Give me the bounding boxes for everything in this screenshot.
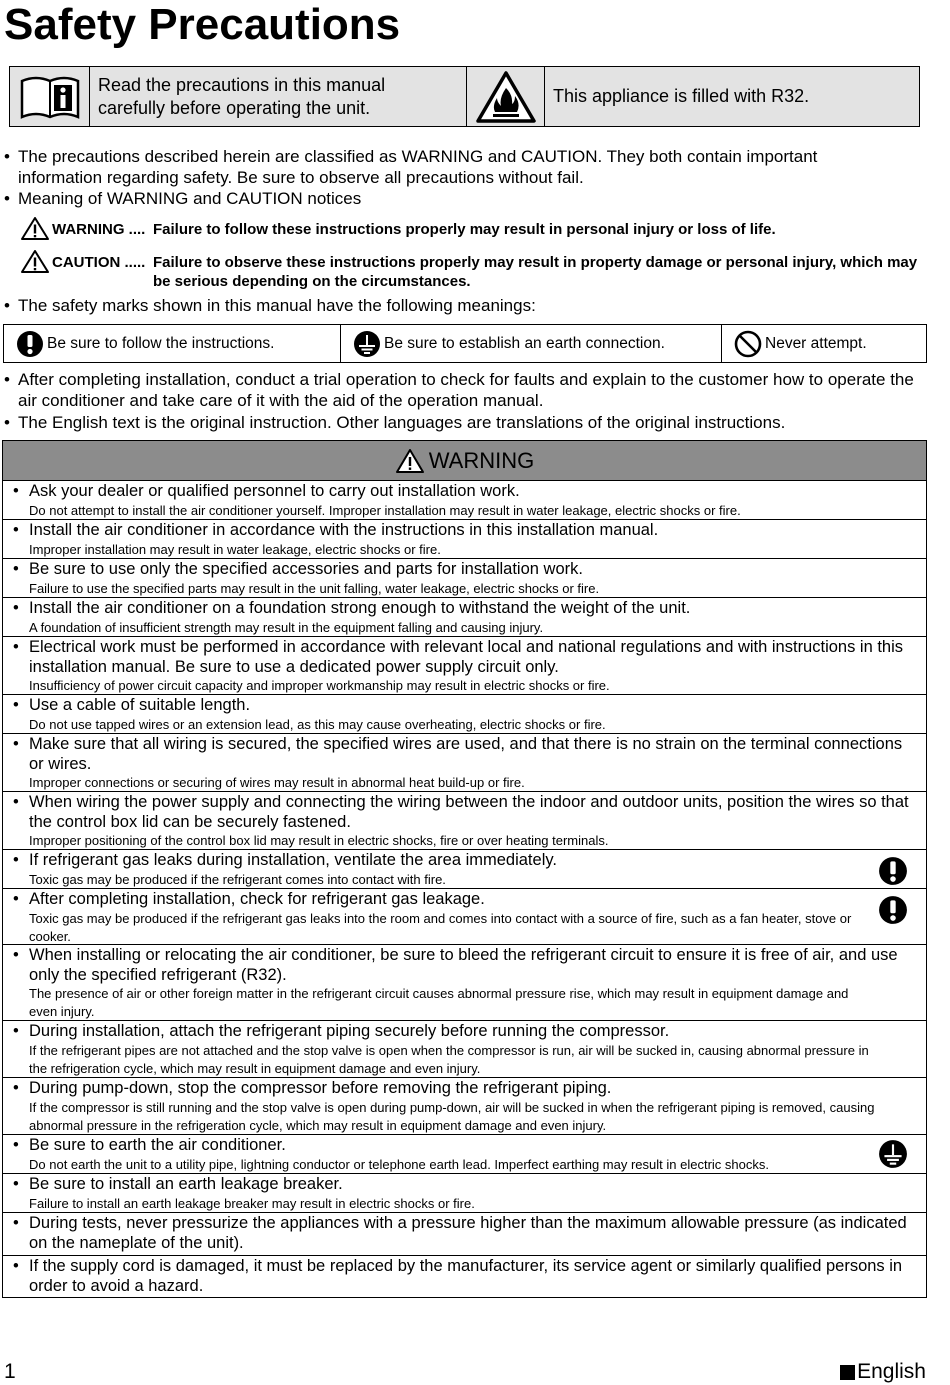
bullet: • — [13, 1214, 19, 1232]
warning-triangle-icon — [395, 448, 425, 474]
safety-marks-table — [3, 324, 927, 363]
exclamation-icon — [878, 856, 908, 891]
bullet: • — [13, 1136, 19, 1154]
warning-item-detail: Improper installation may result in water leakage, electric shocks or fire. — [29, 541, 441, 557]
bullet: • — [13, 793, 19, 811]
r32-cell — [545, 67, 919, 126]
bullet: • — [13, 1022, 19, 1040]
warning-item-title: If refrigerant gas leaks during installation, ventilate the area immediately. — [29, 851, 557, 869]
exclamation-icon — [878, 895, 908, 930]
info-box — [9, 66, 920, 127]
bullet: • — [13, 946, 19, 964]
bullet: • — [13, 1175, 19, 1193]
warning-meaning: Failure to follow these instructions properly may result in personal injury or loss of life. — [153, 221, 776, 238]
after-bullet-2: • The English text is the original instruction. Other languages are translations of the original instructions. — [4, 412, 924, 433]
warning-item — [3, 559, 926, 598]
warning-item — [3, 889, 926, 945]
warning-item-detail: Improper positioning of the control box lid may result in electric shocks, fire or over heating terminals. — [29, 833, 609, 848]
warning-item — [3, 734, 926, 792]
language-text: English — [857, 1360, 926, 1383]
warning-item-title: Make sure that all wiring is secured, the specified wires are used, and that there is no strain on the terminal connections or wires. — [29, 735, 903, 773]
warning-item-title: During pump-down, stop the compressor before removing the refrigerant piping. — [29, 1079, 612, 1097]
bullet: • — [13, 560, 19, 578]
warning-item-title: Install the air conditioner on a foundation strong enough to withstand the weight of the unit. — [29, 599, 691, 617]
mark-earth — [341, 325, 722, 362]
warning-item — [3, 945, 926, 1021]
bullet: • — [13, 1079, 19, 1097]
warning-item-detail: Do not earth the unit to a utility pipe, lightning conductor or telephone earth lead. Imperfect earthing may result in electric shocks. — [29, 1156, 769, 1172]
marks-intro-text: The safety marks shown in this manual have the following meanings: — [18, 296, 536, 315]
language-label — [840, 1360, 926, 1384]
warning-item-title: Ask your dealer or qualified personnel to carry out installation work. — [29, 482, 520, 500]
after-bullet-1: • After completing installation, conduct a trial operation to check for faults and explain to the customer how to operate the air conditioner and take care of it with the aid of the operation manual. — [4, 369, 924, 411]
caution-label: CAUTION ..... — [52, 254, 146, 271]
warning-item-detail: Failure to use the specified parts may result in the unit falling, water leakage, electric shocks or fire. — [29, 580, 600, 596]
flammable-icon-cell — [467, 67, 545, 126]
after-text-1: After completing installation, conduct a trial operation to check for faults and explain to the customer how to operate the air conditioner and take care of it with the aid of the operation manual. — [18, 370, 914, 410]
warning-item-title: Electrical work must be performed in accordance with relevant local and national regulations and with instructions in this installation manual. Be sure to use a dedicated power supply circuit only. — [29, 638, 904, 676]
bullet: • — [13, 851, 19, 869]
warning-item — [3, 1021, 926, 1078]
mark-follow — [4, 325, 341, 362]
mark-never — [722, 325, 926, 362]
mark-never-text: Never attempt. — [765, 334, 867, 352]
warning-item-title: Be sure to earth the air conditioner. — [29, 1136, 286, 1154]
warning-item-title: If the supply cord is damaged, it must be replaced by the manufacturer, its service agent or similarly qualified persons in order to avoid a hazard. — [29, 1257, 903, 1295]
warning-item-detail: Toxic gas may be produced if the refrigerant comes into contact with fire. — [29, 871, 446, 887]
read-manual-cell — [90, 67, 467, 126]
warning-item-title: After completing installation, check for refrigerant gas leakage. — [29, 890, 485, 908]
earth-icon — [878, 1139, 908, 1174]
caution-meaning: Failure to observe these instructions properly may result in property damage or personal injury, which may be serious depending on the circumstances. — [153, 254, 918, 290]
warning-item — [3, 520, 926, 559]
warning-item — [3, 1135, 926, 1174]
earth-icon — [353, 330, 381, 358]
warning-item — [3, 481, 926, 520]
warning-item — [3, 1078, 926, 1135]
bullet: • — [13, 482, 19, 500]
warning-item-detail: Improper connections or securing of wires may result in abnormal heat build-up or fire. — [29, 775, 525, 790]
warning-item-title: Be sure to use only the specified accessories and parts for installation work. — [29, 560, 583, 578]
warning-item-detail: Insufficiency of power circuit capacity and improper workmanship may result in electric shocks or fire. — [29, 678, 610, 693]
warning-item — [3, 850, 926, 889]
page-title: Safety Precautions — [4, 0, 401, 49]
warning-item-title: During tests, never pressurize the appliances with a pressure higher than the maximum allowable pressure (as indicated on the nameplate of the unit). — [29, 1214, 907, 1252]
warning-item-detail: Do not attempt to install the air conditioner yourself. Improper installation may result in water leakage, electric shocks or fire. — [29, 502, 741, 518]
warning-label: WARNING .... — [52, 221, 146, 238]
manual-info-icon-cell — [10, 67, 90, 126]
warning-triangle-icon — [20, 216, 50, 241]
warning-table — [2, 440, 927, 1298]
caution-triangle-icon — [20, 249, 50, 274]
warning-item — [3, 637, 926, 695]
warning-item-detail: The presence of air or other foreign matter in the refrigerant circuit causes abnormal pressure rise, which may result in equipment damage and even injury. — [29, 986, 849, 1019]
warning-item-detail: If the refrigerant pipes are not attached and the stop valve is open when the compressor is run, air will be sucked in, causing abnormal pressure in the refrigeration cycle, which may result in equipment damage and even injury. — [29, 1042, 869, 1076]
mark-earth-text: Be sure to establish an earth connection. — [384, 334, 665, 352]
square-marker-icon — [840, 1365, 855, 1380]
marks-intro-bullet: • The safety marks shown in this manual have the following meanings: — [4, 295, 904, 316]
after-text-2: The English text is the original instruction. Other languages are translations of the original instructions. — [18, 413, 786, 432]
warning-table-header — [3, 441, 926, 481]
warning-item-title: During installation, attach the refrigerant piping securely before running the compressor. — [29, 1022, 670, 1040]
manual-info-icon — [18, 73, 82, 121]
intro-bullet-1: • The precautions described herein are classified as WARNING and CAUTION. They both contain important information regarding safety. Be sure to observe all precautions without fail. — [4, 146, 864, 188]
warning-item-title: When wiring the power supply and connecting the wiring between the indoor and outdoor units, position the wires so that the control box lid can be securely fastened. — [29, 793, 909, 831]
warning-header-text: WARNING — [428, 447, 535, 473]
warning-item — [3, 1174, 926, 1213]
read-manual-text: Read the precautions in this manual carefully before operating the unit. — [98, 74, 386, 118]
bullet: • — [13, 696, 19, 714]
bullet: • — [13, 638, 19, 656]
bullet: • — [13, 735, 19, 753]
warning-item-title: Be sure to install an earth leakage breaker. — [29, 1175, 343, 1193]
bullet: • — [13, 521, 19, 539]
bullet: • — [13, 1257, 19, 1275]
warning-item-title: Use a cable of suitable length. — [29, 696, 251, 714]
warning-item — [3, 1213, 926, 1256]
warning-item — [3, 695, 926, 734]
intro-text-2: Meaning of WARNING and CAUTION notices — [18, 189, 362, 208]
page-number: 1 — [4, 1360, 16, 1383]
warning-item-detail: Do not use tapped wires or an extension lead, as this may cause overheating, electric shocks or fire. — [29, 716, 606, 732]
mark-follow-text: Be sure to follow the instructions. — [47, 334, 275, 352]
warning-item-detail: Toxic gas may be produced if the refrigerant gas leaks into the room and comes into contact with a source of fire, such as a fan heater, stove or cooker. — [29, 910, 852, 944]
prohibition-icon — [734, 330, 762, 358]
warning-item — [3, 598, 926, 637]
intro-text-1: The precautions described herein are classified as WARNING and CAUTION. They both contain important information regarding safety. Be sure to observe all precautions without fail. — [18, 147, 818, 187]
warning-item — [3, 1256, 926, 1300]
warning-item — [3, 792, 926, 850]
bullet: • — [13, 890, 19, 908]
warning-item-title: When installing or relocating the air conditioner, be sure to bleed the refrigerant circuit to ensure it is free of air, and use only the specified refrigerant (R32). — [29, 946, 898, 984]
bullet: • — [13, 599, 19, 617]
intro-bullet-2: • Meaning of WARNING and CAUTION notices — [4, 188, 864, 209]
exclamation-icon — [16, 330, 44, 358]
flammable-warning-icon — [475, 70, 537, 124]
warning-item-detail: A foundation of insufficient strength may result in the equipment falling and causing injury. — [29, 619, 544, 635]
r32-text: This appliance is filled with R32. — [553, 86, 810, 106]
warning-item-title: Install the air conditioner in accordance with the instructions in this installation manual. — [29, 521, 659, 539]
warning-item-detail: Failure to install an earth leakage breaker may result in electric shocks or fire. — [29, 1195, 475, 1211]
warning-item-detail: If the compressor is still running and the stop valve is open during pump-down, air will be sucked in when the refrigerant piping is removed, causing abnormal pressure in the refrigeration cycle, which may result in equipment damage and even injury. — [29, 1099, 875, 1133]
